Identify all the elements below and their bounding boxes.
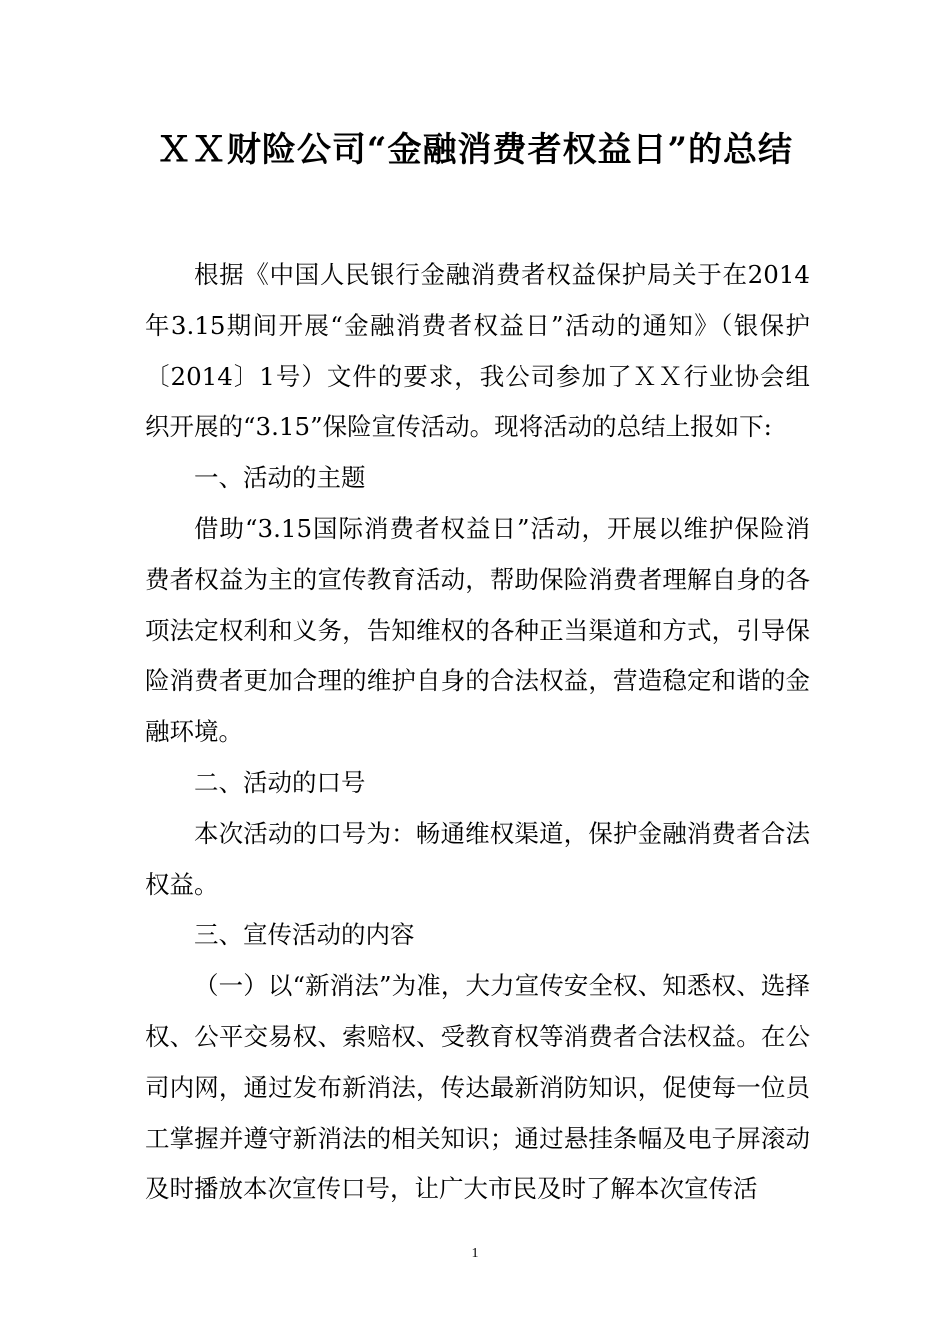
heading-section-2: 二、活动的口号	[194, 767, 366, 797]
document-title: ＸＸ财险公司“金融消费者权益日”的总结	[156, 130, 794, 170]
page-number: 1	[471, 1246, 479, 1261]
paragraph-intro: 根据《中国人民银行金融消费者权益保护局关于在2014年3.15期间开展“金融消费者权益日”活动的通知》（银保护〔2014〕1号）文件的要求，我公司参加了ＸＸ行业协会组织开展的“3.15”保险宣传活动。现将活动的总结上报如下:	[145, 260, 810, 442]
document-body	[145, 250, 810, 1215]
paragraph-theme: 借助“3.15国际消费者权益日”活动，开展以维护保险消费者权益为主的宣传教育活动，帮助保险消费者理解自身的各项法定权利和义务，告知维权的各种正当渠道和方式，引导保险消费者更加合理的维护自身的合法权益，营造稳定和谐的金融环境。	[145, 513, 810, 747]
paragraph-content-1: （一）以“新消法”为准，大力宣传安全权、知悉权、选择权、公平交易权、索赔权、受教育权等消费者合法权益。在公司内网，通过发布新消法，传达最新消防知识，促使每一位员工掌握并遵守新消法的相关知识；通过悬挂条幅及电子屏滚动及时播放本次宣传口号，让广大市民及时了解本次宣传活	[145, 971, 810, 1204]
heading-section-3: 三、宣传活动的内容	[194, 920, 415, 950]
paragraph-slogan: 本次活动的口号为：畅通维权渠道，保护金融消费者合法权益。	[145, 818, 810, 899]
heading-section-1: 一、活动的主题	[194, 463, 366, 493]
